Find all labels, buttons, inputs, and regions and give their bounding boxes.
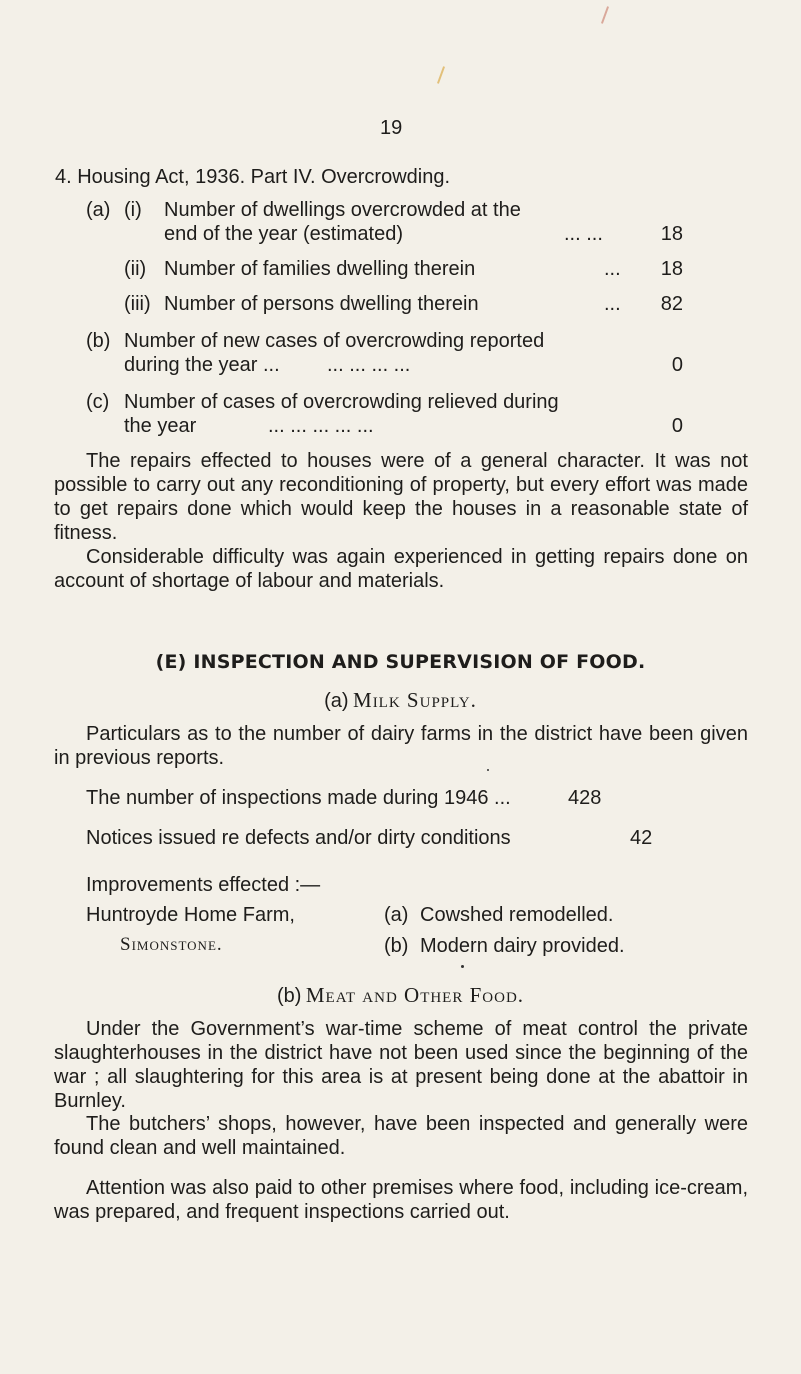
improvements-heading: Improvements effected :— xyxy=(86,874,321,896)
farm-name: Huntroyde Home Farm, xyxy=(86,904,295,926)
item-a-i-roman: (i) xyxy=(124,199,142,221)
leader-dots: ... ... xyxy=(564,223,603,245)
housing-heading: 4. Housing Act, 1936. Part IV. Overcrowding. xyxy=(55,166,451,188)
paragraph-meat-control: Under the Government’s war-time scheme of meat control the private slaughterhouses in the district have not been used since the beginning of the war ; all slaughtering for this area is at present being done at the abattoir in Burnley. xyxy=(54,1018,748,1112)
ink-speck xyxy=(487,769,489,771)
paragraph-butchers: The butchers’ shops, however, have been inspected and generally were found clean and well maintained. xyxy=(54,1113,748,1159)
stray-mark xyxy=(601,6,609,24)
item-b-label: (b) xyxy=(86,330,111,352)
paragraph-attention: Attention was also paid to other premises where food, including ice-cream, was prepared, and frequent inspections carried out. xyxy=(54,1177,748,1223)
milk-title: Milk Supply. xyxy=(353,688,477,712)
leader-dots: ... ... ... ... ... xyxy=(268,415,374,437)
item-a-ii-value: 18 xyxy=(660,258,683,280)
item-a-i-text: Number of dwellings overcrowded at the xyxy=(164,199,521,221)
item-c-text: Number of cases of overcrowding relieved during xyxy=(124,391,559,413)
milk-supply-subheading xyxy=(0,688,801,713)
item-b-text-cont: during the year ... xyxy=(124,354,280,376)
meat-subheading xyxy=(0,983,801,1008)
improvement-b-label: (b) xyxy=(384,935,409,957)
item-a-ii-text: Number of families dwelling therein xyxy=(164,258,476,280)
leader-dots: ... ... ... ... xyxy=(327,354,411,376)
item-c-text-cont: the year xyxy=(124,415,197,437)
farm-place: Simonstone. xyxy=(120,934,223,955)
section-e-heading: (E) INSPECTION AND SUPERVISION OF FOOD. xyxy=(155,651,646,673)
item-b-text: Number of new cases of overcrowding reported xyxy=(124,330,545,352)
paragraph-repairs: The repairs effected to houses were of a general character. It was not possible to carry out any reconditioning of property, but every effort was made to get repairs done which would keep the houses in a reasonable state of fitness. xyxy=(54,450,748,544)
paragraph-difficulty: Considerable difficulty was again experienced in getting repairs done on account of shortage of labour and materials. xyxy=(54,546,748,592)
leader-dots: ... xyxy=(604,293,621,315)
item-a-label: (a) xyxy=(86,199,111,221)
stray-mark xyxy=(437,66,445,84)
notices-text: Notices issued re defects and/or dirty conditions xyxy=(86,827,511,849)
item-a-iii-roman: (iii) xyxy=(124,293,151,315)
item-a-i-value: 18 xyxy=(660,223,683,245)
ink-speck xyxy=(461,965,464,968)
inspections-text: The number of inspections made during 1946 ... xyxy=(86,787,511,809)
milk-label: (a) xyxy=(324,690,349,712)
improvement-b-text: Modern dairy provided. xyxy=(420,935,625,957)
item-b-value: 0 xyxy=(671,354,683,376)
meat-label: (b) xyxy=(276,985,302,1007)
meat-title: Meat and Other Food. xyxy=(305,983,525,1007)
page-number: 19 xyxy=(380,117,403,139)
item-a-ii-roman: (ii) xyxy=(124,258,147,280)
notices-value: 42 xyxy=(630,827,653,849)
improvement-a-label: (a) xyxy=(384,904,409,926)
item-c-label: (c) xyxy=(86,391,110,413)
item-a-iii-text: Number of persons dwelling therein xyxy=(164,293,479,315)
inspections-value: 428 xyxy=(568,787,602,809)
item-c-value: 0 xyxy=(671,415,683,437)
item-a-i-text-cont: end of the year (estimated) xyxy=(164,223,404,245)
leader-dots: ... xyxy=(604,258,621,280)
improvement-a-text: Cowshed remodelled. xyxy=(420,904,614,926)
paragraph-particulars: Particulars as to the number of dairy farms in the district have been given in previous reports. xyxy=(54,723,748,769)
item-a-iii-value: 82 xyxy=(660,293,683,315)
